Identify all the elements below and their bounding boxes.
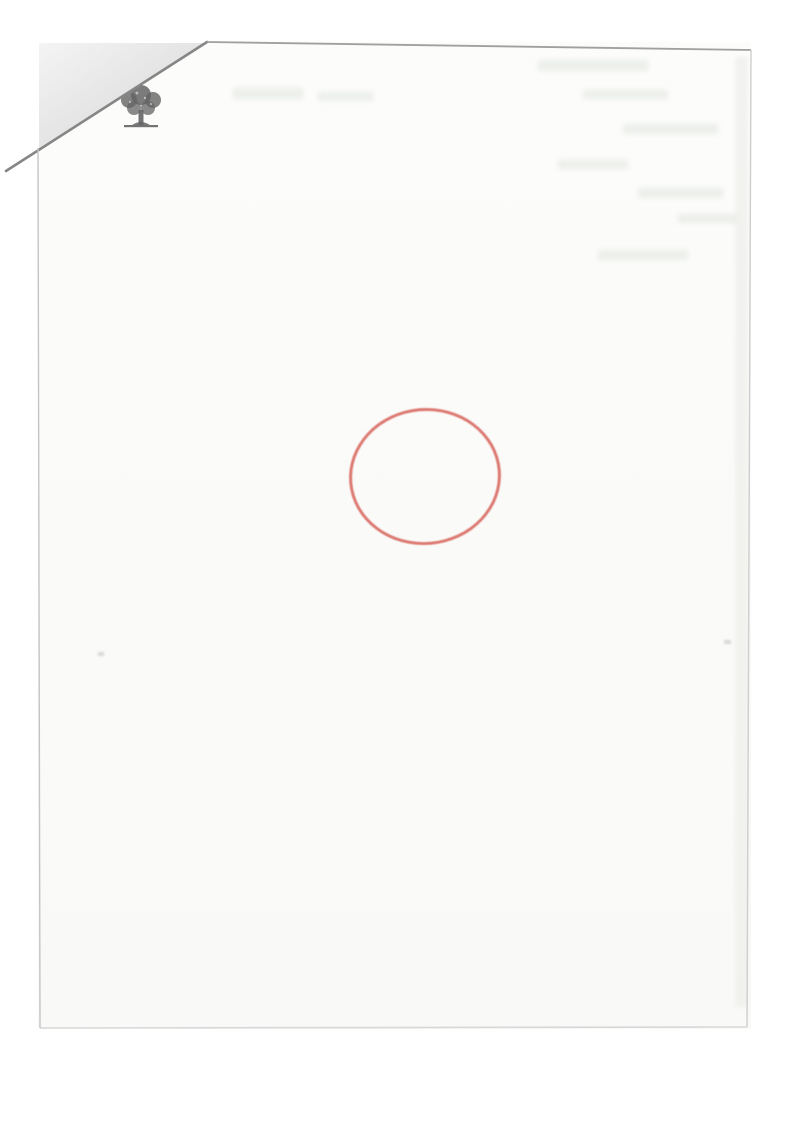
stamp-ring — [343, 402, 506, 552]
red-seal-stamp — [343, 402, 506, 552]
paper-page — [38, 42, 751, 1029]
bleed-through-mark — [598, 250, 688, 260]
bleed-through-mark — [318, 92, 373, 101]
logo-wordmark — [172, 105, 173, 132]
bleed-through-mark — [538, 60, 648, 71]
tree-icon — [118, 82, 164, 132]
scan-speck — [724, 640, 731, 644]
scan-edge-shading — [735, 57, 748, 1007]
bleed-through-mark — [233, 88, 303, 99]
bleed-through-mark — [638, 188, 723, 198]
engineering-village-logo — [118, 82, 173, 132]
bleed-through-mark — [558, 160, 628, 169]
bleed-through-mark — [678, 214, 738, 223]
bleed-through-mark — [583, 90, 668, 99]
scan-speck — [98, 652, 104, 656]
bleed-through-mark — [623, 124, 718, 134]
